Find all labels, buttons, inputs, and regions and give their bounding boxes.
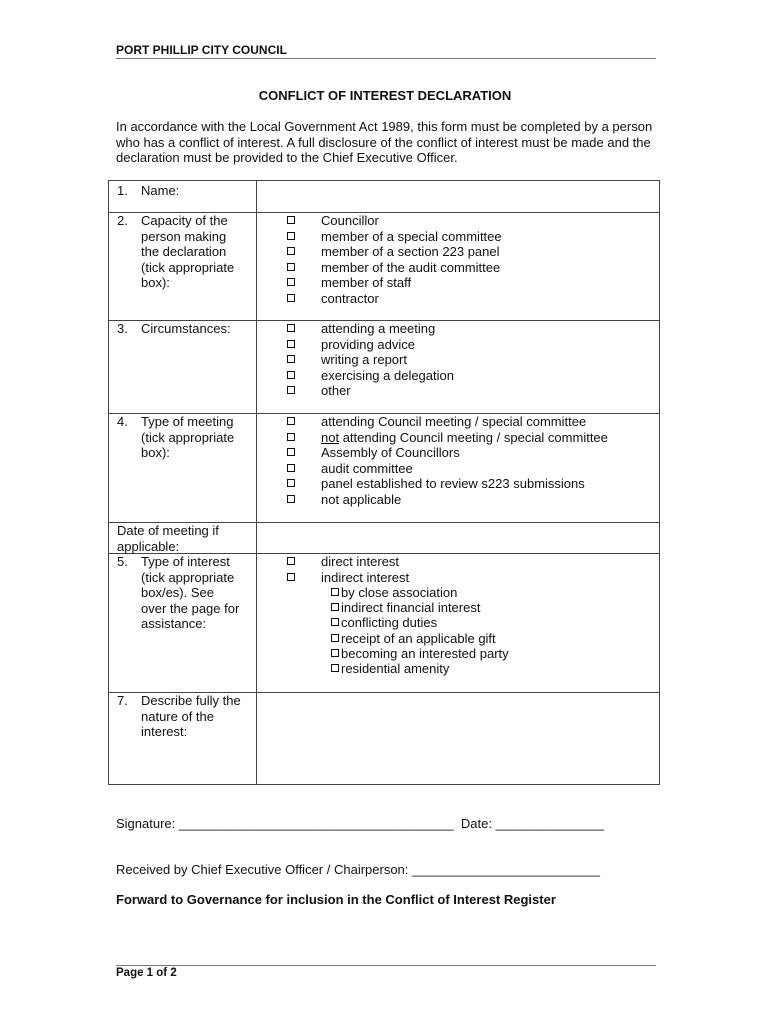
declaration-table: 1. Name: 2. Capacity of the person making the declaration (tick appropriate box): Councillor member of a special committee member of a section 223 panel member of the audit committee member of staff contractor 3. Circumstances: attending a meeting providing advice writing a report exercising a delegation other 4. Type of meeting (tick appropriate box): attending Council meeting / special committee not attending Council meeting / special committee Assembly of Councillors audit committee panel established to review s223 submissions not applicable Date of meeting if applicable: 5. Type of interest (tick appropriate box/es). See over the page for assistance: direct interest indirect interest by close association indirect financial interest conflicting duties receipt of an applicable gift becoming an interested party residential amenity 7. Describe fully the nature of the interest: — [108, 180, 660, 785]
received-line — [116, 862, 600, 877]
checkbox[interactable] — [287, 232, 295, 240]
circumstances-label: 3. Circumstances: — [117, 321, 231, 336]
date-label: Date: — [460, 816, 492, 831]
checkbox[interactable] — [287, 573, 295, 581]
received-label: Received by Chief Executive Officer / Chairperson: — [116, 862, 409, 877]
indirect-sub-option[interactable]: by close association — [287, 585, 331, 600]
checkbox[interactable] — [331, 649, 339, 657]
checkbox[interactable] — [287, 278, 295, 286]
checkbox[interactable] — [287, 417, 295, 425]
checkbox[interactable] — [331, 603, 339, 611]
checkbox[interactable] — [287, 464, 295, 472]
checkbox[interactable] — [331, 618, 339, 626]
meeting-date-field[interactable] — [257, 523, 659, 553]
name-label: 1. Name: — [117, 183, 180, 198]
header-divider — [116, 58, 656, 59]
checkbox[interactable] — [287, 263, 295, 271]
checkbox[interactable] — [287, 479, 295, 487]
interest-type-options — [287, 554, 509, 676]
footer-divider — [116, 965, 656, 966]
indirect-sub-option[interactable]: becoming an interested party — [287, 646, 331, 661]
date-field[interactable]: _______________ — [495, 816, 605, 831]
forward-instruction: Forward to Governance for inclusion in the Conflict of Interest Register — [116, 892, 556, 907]
meeting-type-label: 4. Type of meeting (tick appropriate box): — [117, 414, 235, 460]
indirect-sub-option[interactable]: receipt of an applicable gift — [287, 631, 331, 646]
checkbox[interactable] — [287, 294, 295, 302]
signature-line — [116, 816, 604, 831]
checkbox[interactable] — [287, 340, 295, 348]
checkbox[interactable] — [287, 433, 295, 441]
indirect-sub-option[interactable]: indirect financial interest — [287, 600, 331, 615]
not-emphasis: not — [321, 429, 340, 445]
signature-label: Signature: — [116, 816, 176, 831]
checkbox[interactable] — [287, 495, 295, 503]
checkbox[interactable] — [287, 386, 295, 394]
page-title: CONFLICT OF INTEREST DECLARATION — [258, 88, 512, 103]
checkbox[interactable] — [287, 324, 295, 332]
header-org: PORT PHILLIP CITY COUNCIL — [116, 43, 287, 57]
checkbox[interactable] — [287, 216, 295, 224]
checkbox[interactable] — [331, 588, 339, 596]
received-field[interactable]: __________________________ — [412, 862, 601, 877]
indirect-sub-option[interactable]: residential amenity — [287, 661, 331, 676]
meeting-date-label: Date of meeting if applicable: — [117, 523, 219, 554]
checkbox[interactable] — [287, 355, 295, 363]
interest-type-option[interactable]: direct interest — [287, 554, 331, 570]
checkbox[interactable] — [287, 247, 295, 255]
page-number: Page 1 of 2 — [116, 967, 177, 979]
name-field[interactable] — [257, 181, 659, 212]
checkbox[interactable] — [287, 557, 295, 565]
checkbox[interactable] — [287, 371, 295, 379]
capacity-label: 2. Capacity of the person making the declaration (tick appropriate box): — [117, 213, 235, 290]
indirect-sub-option[interactable]: conflicting duties — [287, 615, 331, 630]
checkbox[interactable] — [287, 448, 295, 456]
checkbox[interactable] — [331, 634, 339, 642]
signature-field[interactable]: ______________________________________ — [178, 816, 454, 831]
describe-label: 7. Describe fully the nature of the interest: — [117, 693, 241, 739]
checkbox[interactable] — [331, 664, 339, 672]
intro-paragraph: In accordance with the Local Government Act 1989, this form must be completed by a person who has a conflict of interest. A full disclosure of the conflict of interest must be made and the declaration must be provided to the Chief Executive Officer. — [116, 119, 653, 165]
describe-field[interactable] — [257, 693, 659, 784]
interest-type-label: 5. Type of interest (tick appropriate box/es). See over the page for assistance: — [117, 554, 240, 631]
interest-type-option[interactable]: indirect interest — [287, 570, 331, 586]
